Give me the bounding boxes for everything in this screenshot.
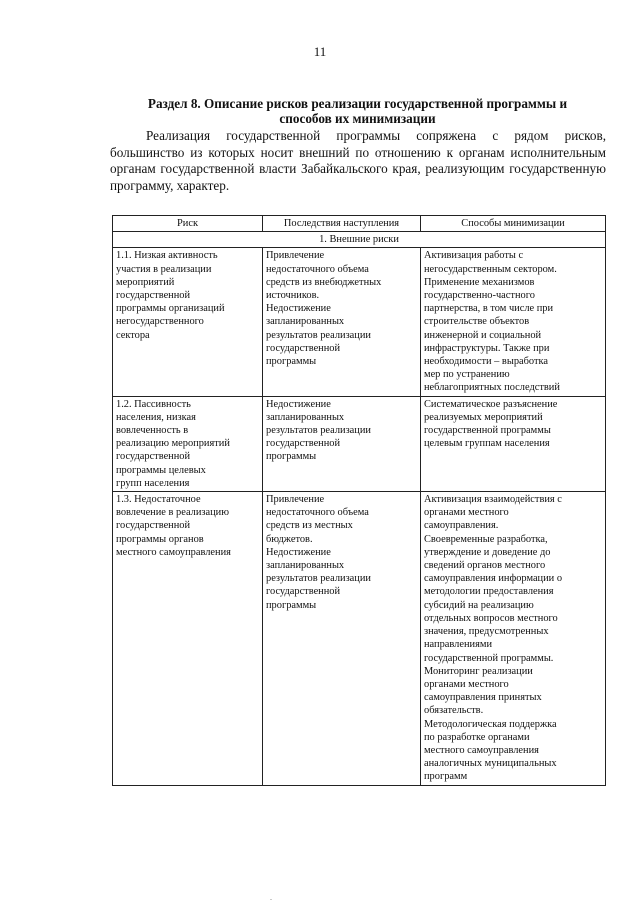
mitigation-cell-line: самоуправления информации о (424, 573, 563, 585)
mitigation-cell (421, 248, 606, 396)
mitigation-cell-line: государственно-частного (424, 290, 535, 302)
risk-cell-line: 1.2. Пассивность (116, 398, 191, 410)
risk-cell-line: программы органов (116, 533, 204, 545)
consequences-cell-line: результатов реализации (266, 329, 371, 341)
consequences-cell-line: средств из внебюджетных (266, 276, 382, 288)
risk-cell-line: вовлеченность в (116, 425, 189, 437)
risk-cell-line: местного самоуправления (116, 546, 231, 558)
consequences-cell-line: результатов реализации (266, 425, 371, 437)
section-title: 1. Внешние риски (113, 232, 606, 248)
mitigation-cell-line: Систематическое разъяснение (424, 398, 558, 410)
mitigation-cell-line: государственной программы (424, 425, 551, 437)
mitigation-cell-line: методологии предоставления (424, 586, 554, 598)
mitigation-cell-line: органами местного (424, 678, 509, 690)
consequences-cell-line: Недостижение (266, 303, 331, 315)
mitigation-cell-line: инфраструктуры. Также при (424, 342, 550, 354)
mitigation-cell-line: направлениями (424, 639, 493, 651)
consequences-cell-line: недостаточного объема (266, 507, 369, 519)
consequences-cell-line: Привлечение (266, 494, 325, 506)
section-heading-line-2: способов их минимизации (279, 111, 436, 126)
mitigation-cell-line: инженерной и социальной (424, 329, 542, 341)
mitigation-cell-line: Активизация взаимодействия с (424, 494, 562, 506)
consequences-cell (263, 396, 421, 491)
scan-mark: . (270, 893, 272, 902)
risk-cell-line: реализацию мероприятий (116, 438, 230, 450)
consequences-cell-line: Привлечение (266, 250, 325, 262)
mitigation-cell (421, 492, 606, 785)
consequences-cell-line: государственной (266, 586, 341, 598)
risk-cell-line: государственной (116, 520, 191, 532)
risk-cell-line: мероприятий (116, 276, 175, 288)
risk-cell-line: 1.3. Недостаточное (116, 494, 201, 506)
header-consequences: Последствия наступления (263, 216, 421, 232)
risk-cell-line: государственной (116, 290, 191, 302)
mitigation-cell-line: обязательств. (424, 705, 484, 717)
mitigation-cell-line: целевым группам населения (424, 438, 550, 450)
mitigation-cell-line: отдельных вопросов местного (424, 612, 558, 624)
mitigation-cell-line: Применение механизмов (424, 276, 535, 288)
consequences-cell-line: программы (266, 599, 317, 611)
risk-cell-line: негосударственного (116, 316, 204, 328)
consequences-cell-line: запланированных (266, 316, 345, 328)
mitigation-cell-line: необходимости – выработка (424, 356, 549, 368)
risk-cell-line: населения, низкая (116, 411, 196, 423)
risk-cell (113, 492, 263, 785)
consequences-cell-line: бюджетов. (266, 533, 313, 545)
mitigation-cell-line: реализуемых мероприятий (424, 411, 543, 423)
table-row (113, 248, 606, 396)
consequences-cell-line: программы (266, 451, 317, 463)
table-row (113, 492, 606, 785)
mitigation-cell-line: субсидий на реализацию (424, 599, 534, 611)
consequences-cell-line: Недостижение (266, 546, 331, 558)
mitigation-cell-line: органами местного (424, 507, 509, 519)
mitigation-cell-line: Мониторинг реализации (424, 665, 533, 677)
risk-cell-line: групп населения (116, 477, 190, 489)
mitigation-cell-line: аналогичных муниципальных (424, 758, 557, 770)
mitigation-cell-line: по разработке органами (424, 731, 530, 743)
risk-cell (113, 396, 263, 491)
consequences-cell-line: государственной (266, 342, 341, 354)
risk-cell (113, 248, 263, 396)
mitigation-cell-line: Своевременные разработка, (424, 533, 548, 545)
mitigation-cell-line: значения, предусмотренных (424, 626, 549, 638)
consequences-cell-line: запланированных (266, 411, 345, 423)
mitigation-cell-line: негосударственным сектором. (424, 263, 557, 275)
risk-cell-line: программы целевых (116, 464, 206, 476)
consequences-cell-line: Недостижение (266, 398, 331, 410)
section-heading (110, 96, 605, 126)
consequences-cell-line: средств из местных (266, 520, 353, 532)
table-header-row (113, 216, 606, 232)
page-number: 11 (313, 44, 327, 59)
consequences-cell-line: запланированных (266, 560, 345, 572)
risk-cell-line: вовлечение в реализацию (116, 507, 229, 519)
consequences-cell-line: программы (266, 356, 317, 368)
mitigation-cell (421, 396, 606, 491)
consequences-cell (263, 248, 421, 396)
mitigation-cell-line: местного самоуправления (424, 744, 539, 756)
risks-table (112, 215, 606, 786)
risk-cell-line: 1.1. Низкая активность (116, 250, 218, 262)
mitigation-cell-line: государственной программы. (424, 652, 554, 664)
header-risk: Риск (113, 216, 263, 232)
risk-cell-line: сектора (116, 329, 150, 341)
mitigation-cell-line: самоуправления принятых (424, 692, 542, 704)
risk-cell-line: государственной (116, 451, 191, 463)
consequences-cell (263, 492, 421, 785)
header-mitigation: Способы минимизации (421, 216, 606, 232)
risk-cell-line: участия в реализации (116, 263, 212, 275)
consequences-cell-line: источников. (266, 290, 320, 302)
risk-cell-line: программы организаций (116, 303, 225, 315)
section-heading-line-1: Раздел 8. Описание рисков реализации государственной программы и (147, 96, 568, 111)
mitigation-cell-line: утверждение и доведение до (424, 546, 551, 558)
table-row (113, 396, 606, 491)
mitigation-cell-line: Методологическая поддержка (424, 718, 557, 730)
intro-paragraph: Реализация государственной программы сопряжена с рядом рисков, большинство из которых носит внешний по отношению к органам исполнительным органам государственной власти Забайкальского края, реализующим государственную программу, характер. (110, 128, 606, 193)
consequences-cell-line: результатов реализации (266, 573, 371, 585)
mitigation-cell-line: мер по устранению (424, 369, 510, 381)
consequences-cell-line: государственной (266, 438, 341, 450)
mitigation-cell-line: Активизация работы с (424, 250, 524, 262)
mitigation-cell-line: партнерства, в том числе при (424, 303, 554, 315)
mitigation-cell-line: программ (424, 771, 468, 783)
mitigation-cell-line: сведений органов местного (424, 560, 546, 572)
section-row (113, 232, 606, 248)
mitigation-cell-line: строительстве объектов (424, 316, 530, 328)
mitigation-cell-line: неблагоприятных последствий (424, 382, 560, 394)
consequences-cell-line: недостаточного объема (266, 263, 369, 275)
mitigation-cell-line: самоуправления. (424, 520, 499, 532)
